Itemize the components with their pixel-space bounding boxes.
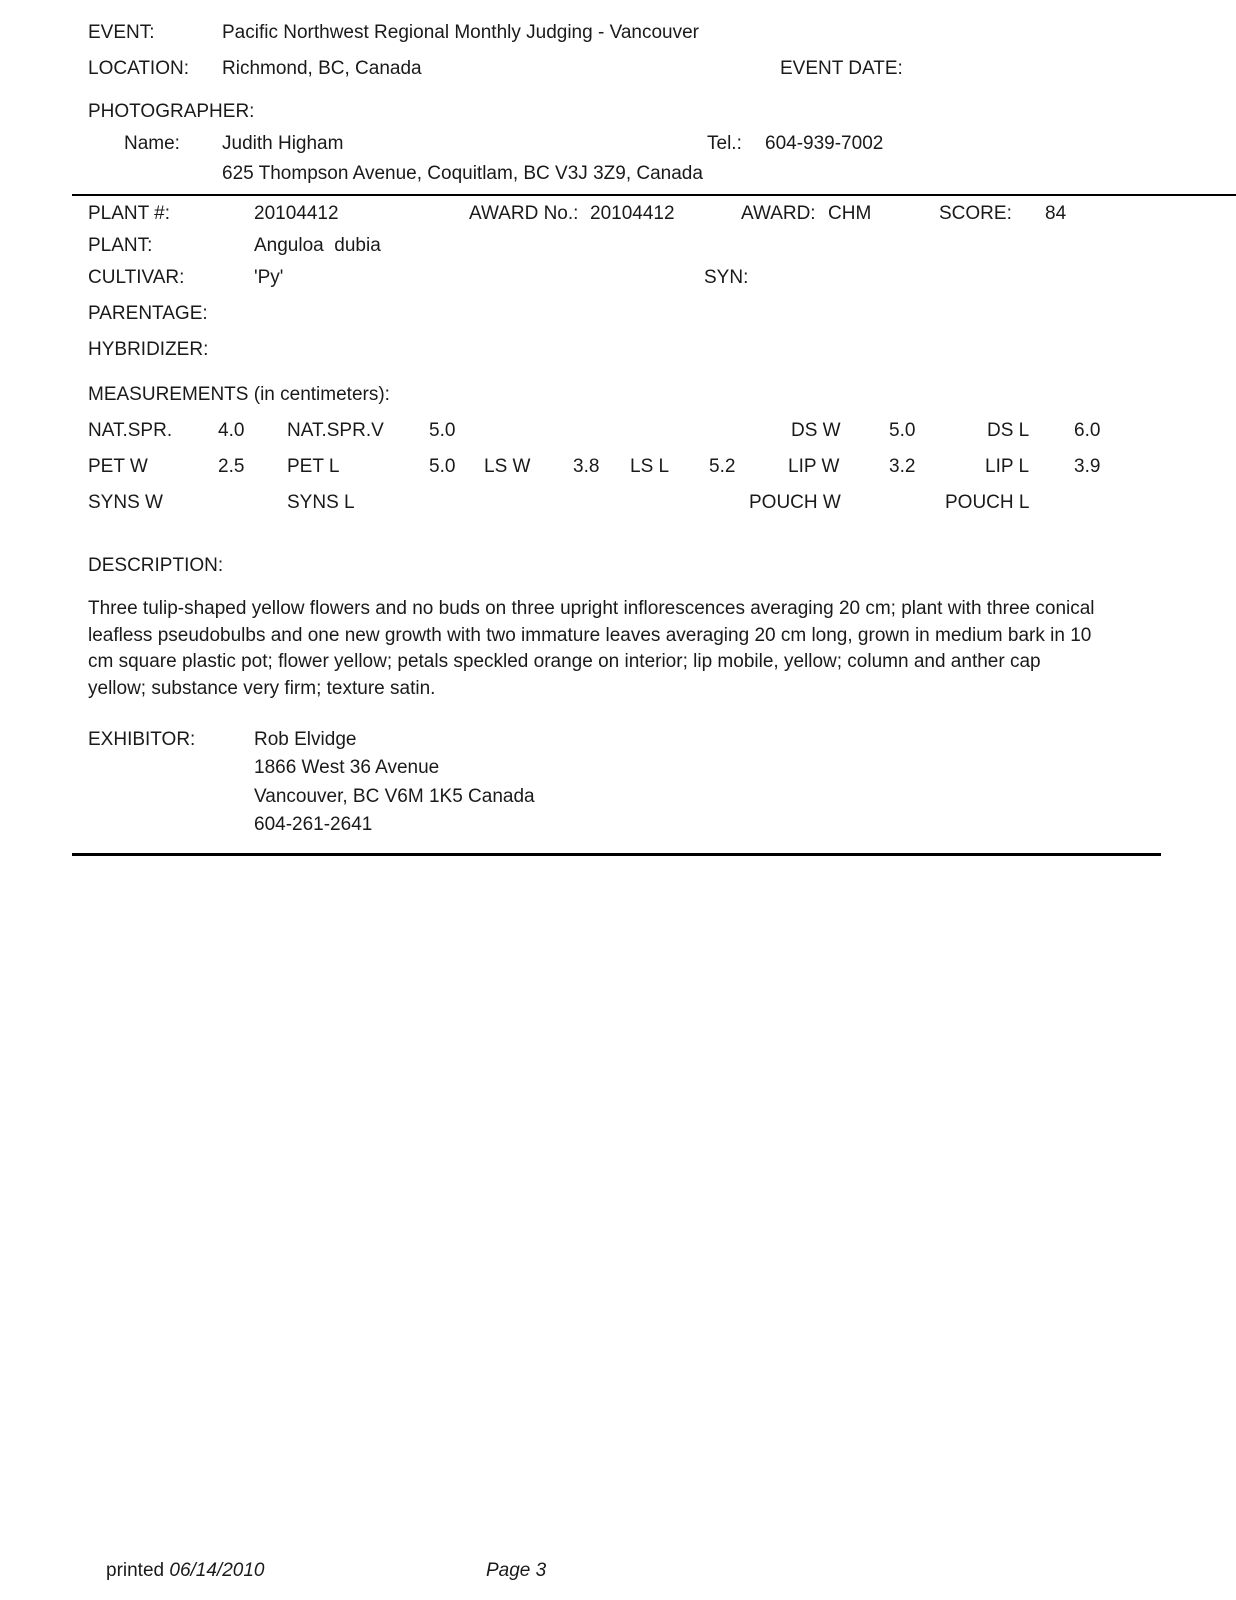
exhibitor-city: Vancouver, BC V6M 1K5 Canada	[254, 786, 535, 807]
event-label: EVENT:	[88, 22, 155, 43]
exhibitor-street: 1866 West 36 Avenue	[254, 757, 440, 778]
measurements-heading: MEASUREMENTS (in centimeters):	[88, 384, 390, 405]
tel-value: 604-939-7002	[765, 133, 884, 154]
award-label: AWARD:	[741, 203, 816, 224]
pet-l-value: 5.0	[429, 456, 456, 477]
exhibitor-divider	[72, 853, 1161, 856]
score-label: SCORE:	[939, 203, 1012, 224]
description-label: DESCRIPTION:	[88, 555, 224, 576]
plant-label: PLANT:	[88, 235, 153, 256]
ls-l-label: LS L	[630, 456, 670, 477]
syn-label: SYN:	[704, 267, 749, 288]
ls-w-label: LS W	[484, 456, 531, 477]
location-label: LOCATION:	[88, 58, 189, 79]
ls-w-value: 3.8	[573, 456, 600, 477]
exhibitor-phone: 604-261-2641	[254, 814, 373, 835]
footer-printed	[106, 1560, 264, 1582]
exhibitor-label: EXHIBITOR:	[88, 729, 196, 750]
ds-w-value: 5.0	[889, 420, 916, 441]
description-text: Three tulip-shaped yellow flowers and no buds on three upright inflorescences averaging 20 cm; plant with three conical leafless pseudobulbs and one new growth with two immature leaves averaging 20 cm long, grown in medium bark in 10 cm square plastic pot; flower yellow; petals speckled orange on interior; lip mobile, yellow; column and anther cap yellow; substance very firm; texture satin.	[88, 598, 1095, 699]
pouch-w-label: POUCH W	[749, 492, 841, 513]
nat-spr-v-value: 5.0	[429, 420, 456, 441]
hybridizer-label: HYBRIDIZER:	[88, 339, 209, 360]
printed-label: printed	[106, 1560, 165, 1581]
pouch-l-label: POUCH L	[945, 492, 1030, 513]
name-label: Name:	[124, 133, 180, 154]
nat-spr-value: 4.0	[218, 420, 245, 441]
event-date-label: EVENT DATE:	[780, 58, 903, 79]
syns-w-label: SYNS W	[88, 492, 163, 513]
page-number: Page 3	[486, 1560, 547, 1581]
ls-l-value: 5.2	[709, 456, 736, 477]
syns-l-label: SYNS L	[287, 492, 355, 513]
score-value: 84	[1045, 203, 1067, 224]
cultivar-label: CULTIVAR:	[88, 267, 185, 288]
lip-l-label: LIP L	[985, 456, 1030, 477]
printed-date: 06/14/2010	[169, 1560, 265, 1581]
plant-no-label: PLANT #:	[88, 203, 171, 224]
tel-label: Tel.:	[707, 133, 742, 154]
award-value: CHM	[828, 203, 872, 224]
parentage-label: PARENTAGE:	[88, 303, 208, 324]
event-value: Pacific Northwest Regional Monthly Judging - Vancouver	[222, 22, 699, 43]
ds-l-label: DS L	[987, 420, 1030, 441]
photographer-name: Judith Higham	[222, 133, 344, 154]
pet-w-label: PET W	[88, 456, 148, 477]
nat-spr-label: NAT.SPR.	[88, 420, 173, 441]
pet-w-value: 2.5	[218, 456, 245, 477]
cultivar-value: 'Py'	[254, 267, 284, 288]
exhibitor-name: Rob Elvidge	[254, 729, 357, 750]
lip-w-value: 3.2	[889, 456, 916, 477]
plant-no-value: 20104412	[254, 203, 339, 224]
lip-w-label: LIP W	[788, 456, 840, 477]
photographer-label: PHOTOGRAPHER:	[88, 101, 255, 122]
photographer-address: 625 Thompson Avenue, Coquitlam, BC V3J 3Z9, Canada	[222, 163, 703, 184]
ds-l-value: 6.0	[1074, 420, 1101, 441]
header-divider	[72, 194, 1236, 196]
award-no-value: 20104412	[590, 203, 675, 224]
plant-value: Anguloa dubia	[254, 235, 381, 256]
ds-w-label: DS W	[791, 420, 841, 441]
award-no-label: AWARD No.:	[469, 203, 579, 224]
location-value: Richmond, BC, Canada	[222, 58, 422, 79]
nat-spr-v-label: NAT.SPR.V	[287, 420, 384, 441]
lip-l-value: 3.9	[1074, 456, 1101, 477]
pet-l-label: PET L	[287, 456, 340, 477]
